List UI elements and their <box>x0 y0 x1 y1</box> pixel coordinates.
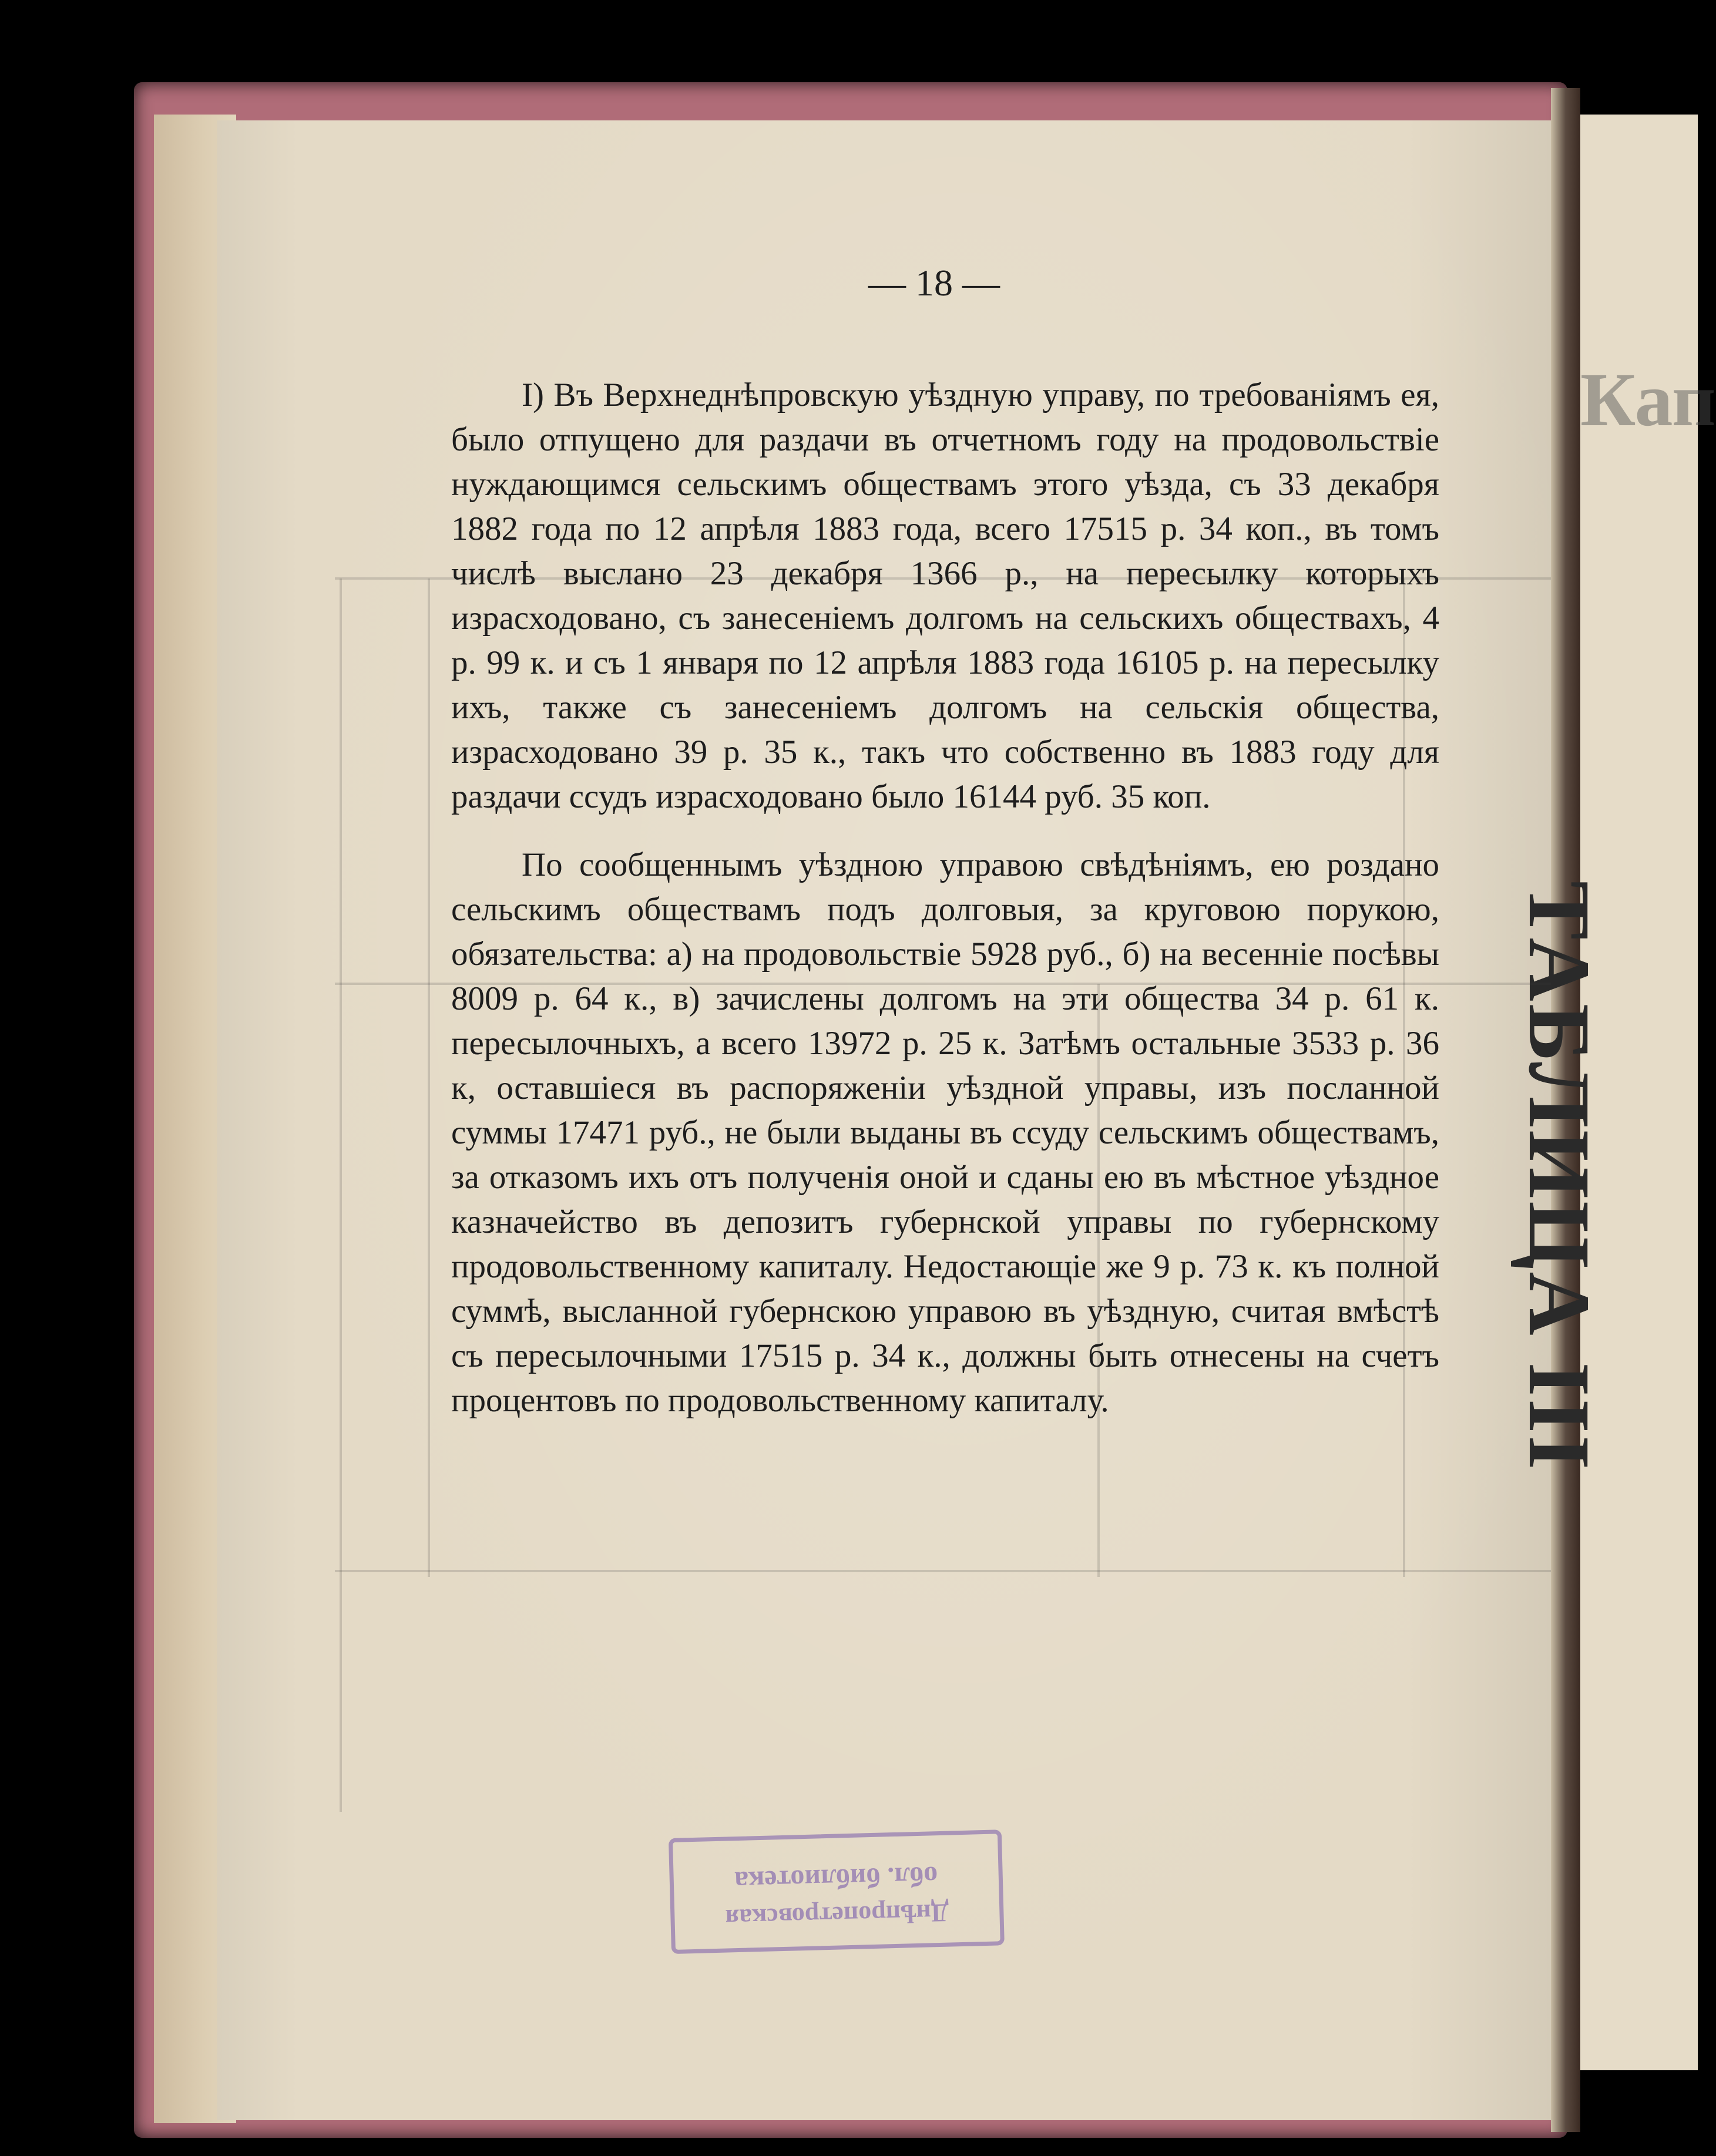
facing-page-header: Кап <box>1580 358 1716 442</box>
paragraph-1: I) Въ Верхнеднѣпровскую уѣздную управу, по требованіямъ ея, было отпущено для раздачи въ отчетномъ году на продовольствіе нуждающимся сельскимъ обществамъ этого уѣзда, съ 33 декабря 1882 года по 12 апрѣля 1883 года, всего 17515 р. 34 коп., въ томъ числѣ выслано 23 декабря 1366 р., на пересылку которыхъ израсходовано, съ занесеніемъ долгомъ на сельскихъ обществахъ, 4 р. 99 к. и съ 1 января по 12 апрѣля 1883 года 16105 р. на пересылку ихъ, также съ занесеніемъ долгомъ на сельскія общества, израсходовано 39 р. 35 к., такъ что собственно въ 1883 году для раздачи ссудъ израсходовано было 16144 руб. 35 коп. <box>451 376 1439 815</box>
page-number: — 18 — <box>868 262 1000 304</box>
facing-page-table-title: ТАБЛИЦА III <box>1510 881 1608 1472</box>
stamp-line-2: обл. библиотека <box>734 1860 938 1897</box>
paragraph-2: По сообщеннымъ уѣздною управою свѣдѣніямъ, ею роздано сельскимъ обществамъ подъ долговыя, за круговою порукою, обязательства: а) на продовольствіе 5928 руб., б) на весенніе посѣвы 8009 р. 64 к., в) зачислены долгомъ на эти общества 34 р. 61 к. пересылочныхъ, а всего 13972 р. 25 к. Затѣмъ остальные 3533 р. 36 к, оставшіеся въ распоряженіи уѣздной управы, изъ посланной суммы 17471 руб., не были выданы въ ссуду сельскимъ обществамъ, за отказомъ ихъ отъ полученія оной и сданы ею въ мѣстное уѣздное казначейство въ депозитъ губернской управы по губернскому продовольственному капиталу. Недостающіе же 9 р. 73 к. къ полной суммѣ, высланной губернскою управою въ уѣздную, считая вмѣстѣ съ пересылочными 17515 р. 34 к., должны быть отнесены на счетъ процентовъ по продовольственному капиталу. <box>451 846 1439 1419</box>
stamp-line-1: Днѣпропетровская <box>725 1898 949 1933</box>
page-body <box>451 373 1439 1423</box>
library-stamp <box>669 1832 1009 1956</box>
